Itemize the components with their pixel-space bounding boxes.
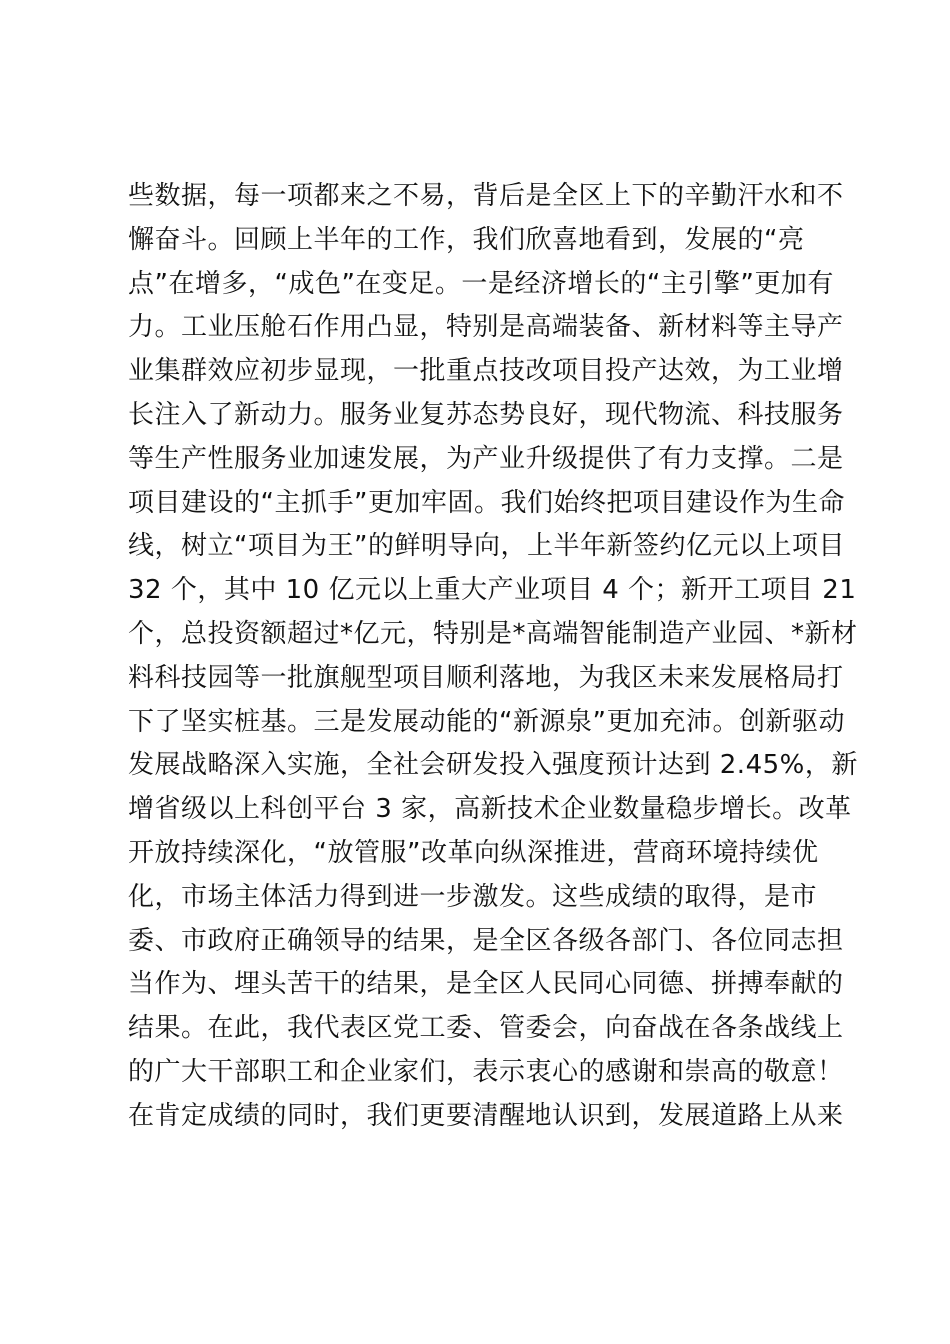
text-line-17: 化，市场主体活力得到进一步激发。这些成绩的取得，是市: [128, 881, 818, 912]
text-line-21: 的广大干部职工和企业家们，表示衷心的感谢和崇高的敬意！: [128, 1056, 844, 1087]
text-line-12: 料科技园等一批旗舰型项目顺利落地，为我区未来发展格局打: [128, 662, 844, 693]
text-line-5: 业集群效应初步显现，一批重点技改项目投产达效，为工业增: [128, 356, 844, 387]
text-line-16: 开放持续深化，“放管服”改革向纵深推进，营商环境持续优: [128, 837, 819, 868]
text-line-9: 线，树立“项目为王”的鲜明导向，上半年新签约亿元以上项目: [128, 531, 845, 562]
text-line-13: 下了坚实桩基。三是发展动能的“新源泉”更加充沛。创新驱动: [128, 706, 845, 737]
text-line-15: 增省级以上科创平台 3 家，高新技术企业数量稳步增长。改革: [128, 794, 852, 825]
text-line-14: 发展战略深入实施，全社会研发投入强度预计达到 2.45%，新: [128, 750, 858, 781]
text-line-8: 项目建设的“主抓手”更加牢固。我们始终把项目建设作为生命: [128, 487, 845, 518]
text-line-2: 懈奋斗。回顾上半年的工作，我们欣喜地看到，发展的“亮: [128, 224, 805, 255]
text-line-20: 结果。在此，我代表区党工委、管委会，向奋战在各条战线上: [128, 1013, 844, 1044]
text-line-11: 个，总投资额超过*亿元，特别是*高端智能制造产业园、*新材: [128, 618, 858, 649]
text-line-22: 在肯定成绩的同时，我们更要清醒地认识到，发展道路上从来: [128, 1100, 844, 1131]
text-line-18: 委、市政府正确领导的结果，是全区各级各部门、各位同志担: [128, 925, 844, 956]
body-paragraph: [128, 175, 858, 1139]
text-line-7: 等生产性服务业加速发展，为产业升级提供了有力支撑。二是: [128, 443, 844, 474]
text-line-1: 些数据，每一项都来之不易，背后是全区上下的辛勤汗水和不: [128, 181, 844, 211]
text-line-19: 当作为、埋头苦干的结果，是全区人民同心同德、拼搏奉献的: [128, 969, 844, 1000]
text-line-4: 力。工业压舱石作用凸显，特别是高端装备、新材料等主导产: [128, 312, 844, 343]
text-line-3: 点”在增多，“成色”在变足。一是经济增长的“主引擎”更加有: [128, 268, 834, 299]
text-line-10: 32 个，其中 10 亿元以上重大产业项目 4 个；新开工项目 21: [128, 575, 857, 606]
text-line-6: 长注入了新动力。服务业复苏态势良好，现代物流、科技服务: [128, 399, 844, 430]
